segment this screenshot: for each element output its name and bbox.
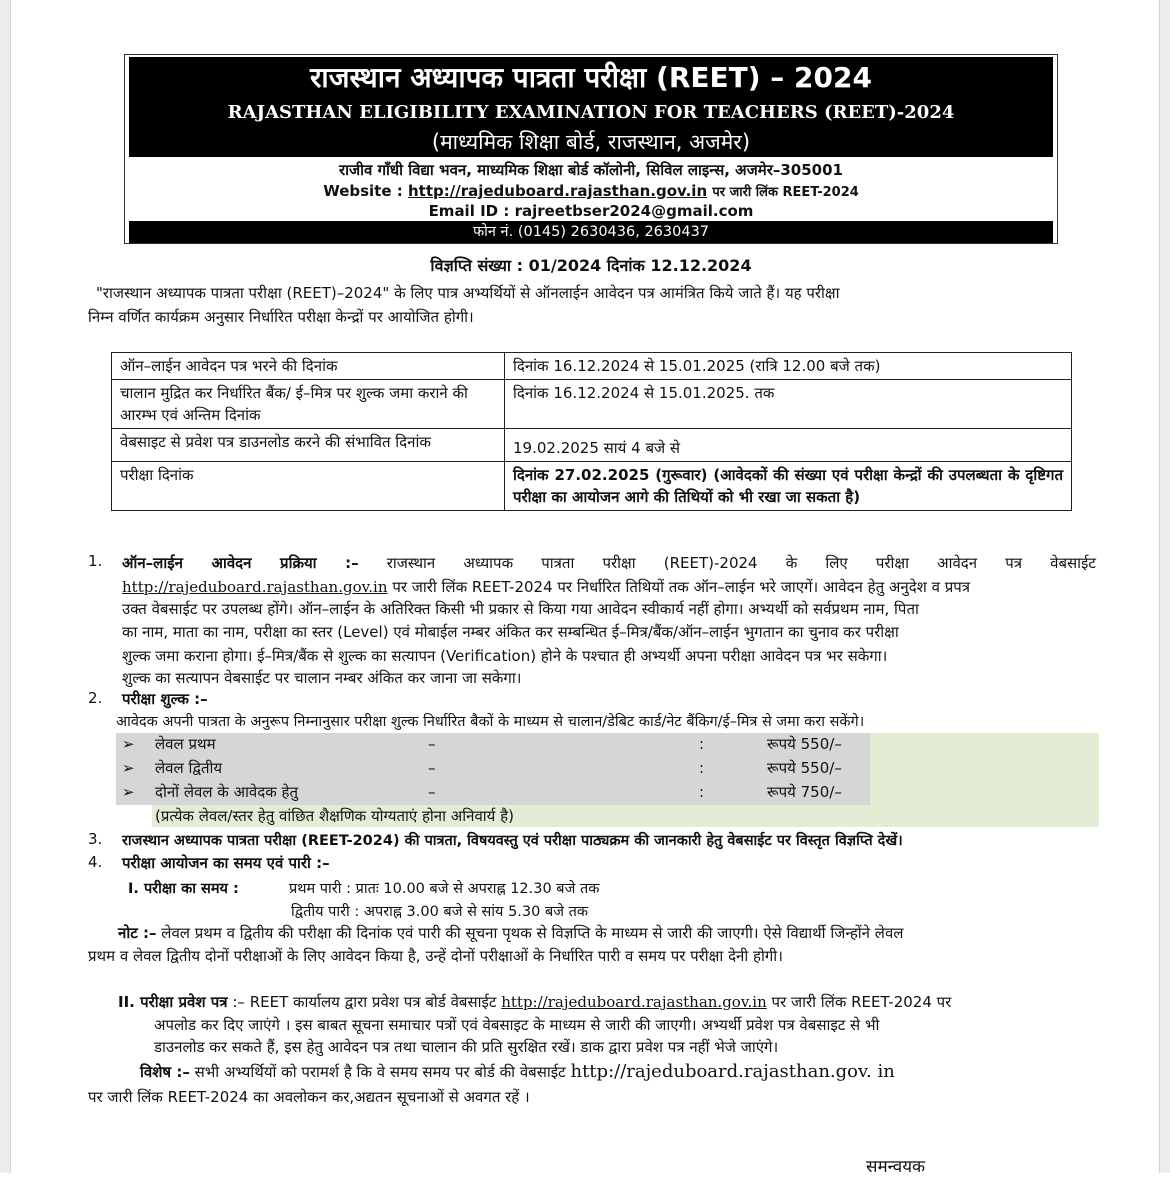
fee-amount: रूपये 550/–: [767, 735, 842, 753]
section-2-heading: परीक्षा शुल्क :–: [122, 690, 208, 708]
fee-label: लेवल प्रथम: [155, 735, 216, 753]
bullet-icon: ➢: [122, 735, 135, 753]
board-address: राजीव गाँधी विद्या भवन, माध्यमिक शिक्षा बोर्ड कॉलोनी, सिविल लाइन्स, अजमेर–305001: [339, 161, 843, 179]
title-hindi: राजस्थान अध्यापक पात्रता परीक्षा (REET) – 2024: [129, 57, 1053, 99]
section-1-number: 1.: [88, 552, 103, 570]
special-label: विशेष :–: [140, 1063, 190, 1081]
admit-card-line-1: [118, 991, 1096, 1013]
email-address[interactable]: rajreetbser2024@gmail.com: [514, 202, 754, 220]
section-1-heading: ऑन–लाईन आवेदन प्रक्रिया :–: [122, 554, 359, 572]
bullet-icon: ➢: [122, 783, 135, 801]
fee-label: दोनों लेवल के आवेदक हेतु: [155, 783, 299, 801]
section-1-line-2-text: पर जारी लिंक REET-2024 पर निर्धारित तिथियों तक ऑन–लाईन भरे जाएगें। आवेदन हेतु अनुदेश व प्रपत्र: [392, 578, 971, 596]
schedule-value: 19.02.2025 सायं 4 बजे से: [505, 429, 1072, 462]
fee-note: (प्रत्येक लेवल/स्तर हेतु वांछित शैक्षणिक योग्यताएं होना अनिवार्य है): [155, 807, 514, 825]
special-line-2: पर जारी लिंक REET-2024 का अवलोकन कर,अद्यतन सूचनाओं से अवगत रहें ।: [88, 1088, 530, 1106]
schedule-value: दिनांक 27.02.2025 (गुरूवार) (आवेदकों की संख्या एवं परीक्षा केन्द्रों की उपलब्धता के दृष्टिगत परीक्षा का आयोजन आगे की तिथियों को भी रखा जा सकता है): [505, 462, 1072, 511]
section-1-line-1-text: राजस्थान अध्यापक पात्रता परीक्षा (REET)-2024 के लिए परीक्षा आवेदन पत्र वेबसाईट: [386, 554, 1096, 572]
board-name: (माध्यमिक शिक्षा बोर्ड, राजस्थान, अजमेर): [129, 127, 1053, 157]
special-line-1-text: सभी अभ्यर्थियों को परामर्श है कि वे समय समय पर बोर्ड की वेबसाईट: [194, 1063, 566, 1081]
schedule-table: [111, 352, 1072, 511]
fee-colon: :: [699, 735, 705, 753]
section-4-heading: परीक्षा आयोजन का समय एवं पारी :–: [122, 854, 330, 872]
shift-1: प्रथम पारी : प्रातः 10.00 बजे से अपराह्न 12.30 बजे तक: [289, 881, 600, 897]
fee-dash: –: [428, 735, 436, 753]
fee-label: लेवल द्वितीय: [155, 759, 223, 777]
schedule-row: [112, 462, 1072, 511]
fee-colon: :: [699, 783, 705, 801]
signature-title: समन्वयक: [866, 1157, 926, 1177]
phone-line: फोन नं. (0145) 2630436, 2630437: [129, 221, 1053, 243]
fee-amount: रूपये 750/–: [767, 783, 842, 801]
special-url[interactable]: http://rajeduboard.rajasthan.gov. in: [570, 1061, 895, 1082]
fee-dash: –: [428, 783, 436, 801]
section-1-line-3: उक्त वेबसाईट पर उपलब्ध होंगे। ऑन–लाईन के अतिरिक्त किसी भी प्रकार से किया गया आवेदन स्वीकार्य नहीं होगा। अभ्यर्थी को सर्वप्रथम नाम, पिता: [122, 600, 919, 618]
schedule-row: [112, 429, 1072, 462]
admit-card-line-2: अपलोड कर दिए जाएंगे । इस बाबत सूचना समाचार पत्रों एवं वेबसाइट के माध्यम से जारी की जाएगी। अभ्यर्थी प्रवेश पत्र वेबसाइट से भी: [154, 1016, 880, 1034]
fee-dash: –: [428, 759, 436, 777]
exam-time-label: I. परीक्षा का समय :: [128, 881, 239, 897]
schedule-value: दिनांक 16.12.2024 से 15.01.2025. तक: [505, 380, 1072, 429]
section-3-text: राजस्थान अध्यापक पात्रता परीक्षा (REET-2024) की पात्रता, विषयवस्तु एवं परीक्षा पाठ्यक्रम की जानकारी हेतु वेबसाईट पर विस्तृत विज्ञप्ति देखें।: [122, 833, 903, 849]
fee-highlight-right: [870, 733, 1099, 805]
note-line-2: प्रथम व लेवल द्वितीय दोनों परीक्षाओं के लिए आवेदन किया है, उन्हें दोनों परीक्षाओं के निर्धारित पारी व समय पर परीक्षा देनी होगी।: [88, 947, 783, 965]
schedule-label: वेबसाइट से प्रवेश पत्र डाउनलोड करने की संभावित दिनांक: [112, 429, 505, 462]
special-line-1: [140, 1061, 895, 1082]
notice-number: विज्ञप्ति संख्या : 01/2024 दिनांक 12.12.2024: [430, 256, 752, 275]
website-link[interactable]: http://rajeduboard.rajasthan.gov.in: [407, 182, 708, 200]
schedule-label: चालान मुद्रित कर निर्धारित बैंक/ ई–मित्र पर शुल्क जमा कराने की आरम्भ एवं अन्तिम दिनांक: [112, 380, 505, 429]
schedule-label: परीक्षा दिनांक: [112, 462, 505, 511]
intro-line-2: निम्न वर्णित कार्यक्रम अनुसार निर्धारित परीक्षा केन्द्रों पर आयोजित होगी।: [88, 308, 474, 326]
website-suffix: पर जारी लिंक REET-2024: [712, 185, 859, 200]
note-line-1: [118, 922, 1096, 944]
section-1-line-4: का नाम, माता का नाम, परीक्षा का स्तर (Level) एवं मोबाईल नम्बर अंकित कर सम्बन्धित ई–मित्र/बैंक/ऑन–लाईन भुगतान का चुनाव कर परीक्षा: [122, 623, 899, 641]
section-1-line-6: शुल्क का सत्यापन वेबसाईट पर चालान नम्बर अंकित कर जाना जा सकेगा।: [122, 669, 522, 687]
section-2-number: 2.: [88, 689, 103, 707]
section-1-link[interactable]: http://rajeduboard.rajasthan.gov.in: [122, 578, 388, 596]
section-1-line-5: शुल्क जमा कराना होगा। ई–मित्र/बैंक से शुल्क का सत्यापन (Verification) होने के पश्चात ही अभ्यर्थी अपना परीक्षा आवेदन पत्र भर सकेगा।: [122, 647, 888, 665]
section-1-line-2: [122, 576, 1096, 598]
fee-intro: आवेदक अपनी पात्रता के अनुरूप निम्नानुसार परीक्षा शुल्क निर्धारित बैकों के माध्यम से चालान/डेबिट कार्ड/नेट बैंकिग/ई–मित्र से जमा करा सकेंगे।: [116, 714, 865, 730]
section-3-number: 3.: [88, 830, 103, 848]
schedule-value: दिनांक 16.12.2024 से 15.01.2025 (रात्रि 12.00 बजे तक): [505, 353, 1072, 380]
intro-line-1: "राजस्थान अध्यापक पात्रता परीक्षा (REET)–2024" के लिए पात्र अभ्यर्थियों से ऑनलाईन आवेदन पत्र आमंत्रित किये जाते हैं। यह परीक्षा: [96, 284, 840, 302]
note-label: नोट :–: [118, 924, 157, 942]
section-1-line-1: [122, 552, 1096, 574]
page-left-edge: [0, 0, 11, 1173]
page-right-edge: [1159, 0, 1170, 1173]
admit-card-line-1-b: पर जारी लिंक REET-2024 पर: [771, 993, 952, 1011]
website-line: [129, 182, 1053, 200]
shift-2: द्वितीय पारी : अपराह्न 3.00 बजे से सांय 5.30 बजे तक: [291, 904, 589, 920]
fee-colon: :: [699, 759, 705, 777]
bullet-icon: ➢: [122, 759, 135, 777]
schedule-row: [112, 353, 1072, 380]
schedule-label: ऑन–लाईन आवेदन पत्र भरने की दिनांक: [112, 353, 505, 380]
section-4-number: 4.: [88, 853, 103, 871]
admit-card-line-1-a: :– REET कार्यालय द्वारा प्रवेश पत्र बोर्ड वेबसाईट: [232, 993, 497, 1011]
title-english: RAJASTHAN ELIGIBILITY EXAMINATION FOR TEACHERS (REET)-2024: [129, 99, 1053, 127]
fee-amount: रूपये 550/–: [767, 759, 842, 777]
website-label: Website :: [323, 182, 403, 200]
admit-card-line-3: डाउनलोड कर सकते हैं, इस हेतु आवेदन पत्र तथा चालान की प्रति सुरक्षित रखें। डाक द्वारा प्रवेश पत्र नहीं भेजे जाएंगे।: [154, 1038, 779, 1056]
note-line-1-text: लेवल प्रथम व द्वितीय की परीक्षा की दिनांक एवं पारी की सूचना पृथक से विज्ञप्ति के माध्यम से जारी की जाएगी। ऐसे विद्यार्थी जिन्होंने लेवल: [161, 924, 904, 942]
schedule-row: [112, 380, 1072, 429]
email-line: [129, 202, 1053, 220]
admit-card-link[interactable]: http://rajeduboard.rajasthan.gov.in: [501, 993, 767, 1011]
email-label: Email ID :: [428, 202, 510, 220]
admit-card-label: II. परीक्षा प्रवेश पत्र: [118, 993, 228, 1011]
